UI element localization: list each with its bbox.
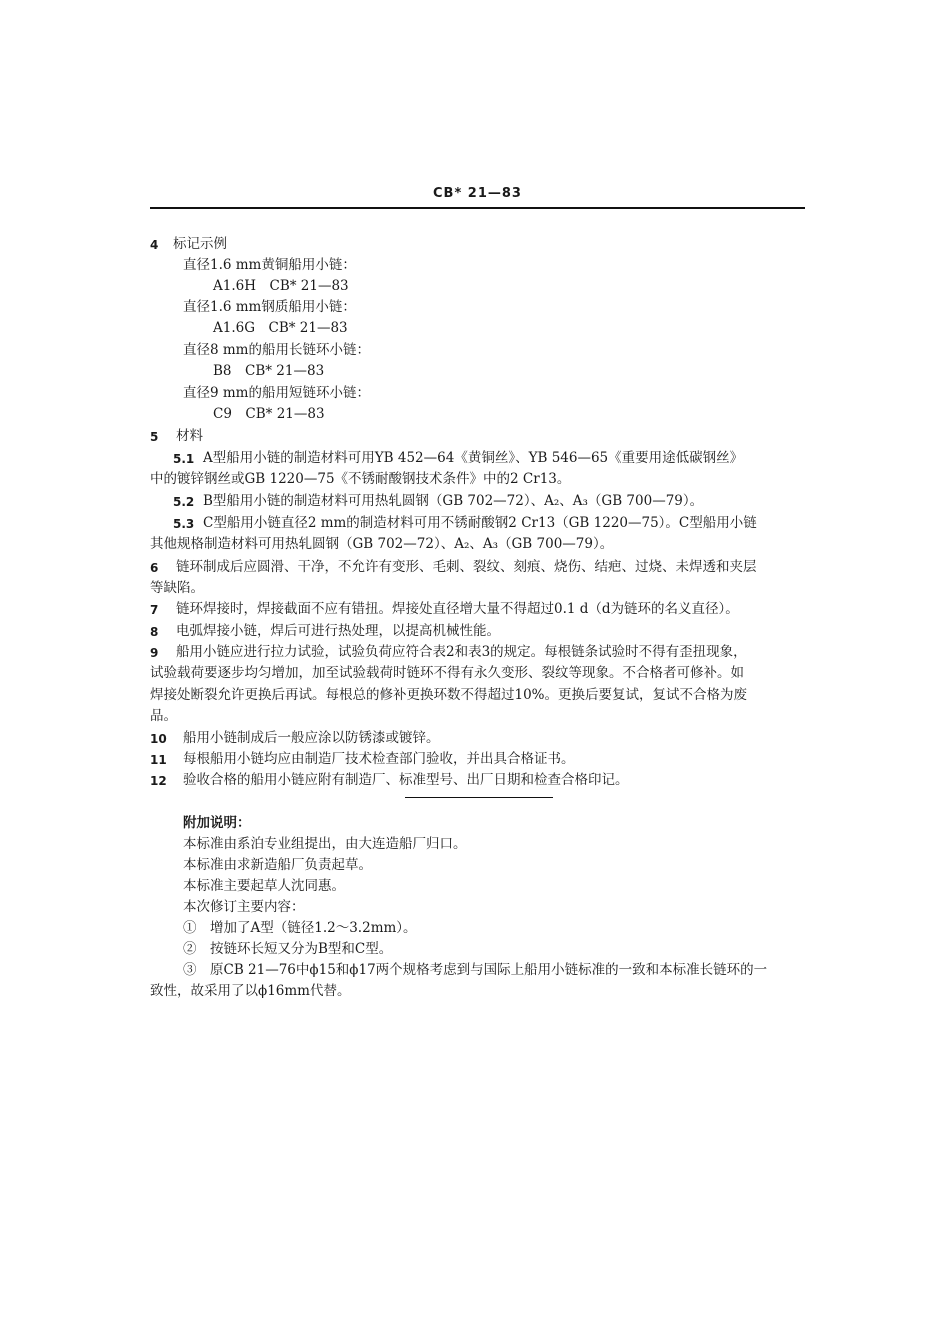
clause-5-3-text: C型船用小链直径2 mm的制造材料可用不锈耐酸钢2 Cr13（GB 1220—75）。C型船用小链 (203, 515, 757, 531)
section-7-text: 链环焊接时，焊接截面不应有错扭。焊接处直径增大量不得超过0.1 d（d为链环的名义直径）。 (176, 601, 739, 617)
notes-line: 本标准由求新造船厂负责起草。 (183, 857, 372, 873)
section-9-text: 船用小链应进行拉力试验，试验负荷应符合表2和表3的规定。每根链条试验时不得有歪扭现象， (176, 644, 747, 660)
example-code: B8 CB* 21—83 (213, 363, 325, 379)
section-12-text: 验收合格的船用小链应附有制造厂、标准型号、出厂日期和检查合格印记。 (183, 772, 629, 788)
section-4-title: 标记示例 (173, 236, 227, 252)
section-6-text: 链环制成后应圆滑、干净，不允许有变形、毛刺、裂纹、刻痕、烧伤、结疤、过烧、未焊透和夹层 (176, 559, 757, 575)
section-4-number: 4 (150, 238, 159, 252)
section-9-text-cont: 试验载荷要逐步均匀增加，加至试验载荷时链环不得有永久变形、裂纹等现象。不合格者可修补。如 (150, 665, 744, 681)
section-9-number: 9 (150, 646, 159, 660)
section-11-number: 11 (150, 753, 167, 767)
notes-line: 本标准由系泊专业组提出，由大连造船厂归口。 (183, 836, 467, 852)
revision-item-3: ③ 原CB 21—76中ϕ15和ϕ17两个规格考虑到与国际上船用小链标准的一致和本标准长链环的一 (183, 962, 768, 978)
clause-5-2-text: B型船用小链的制造材料可用热轧圆钢（GB 702—72）、A₂、A₃（GB 700—79）。 (203, 493, 704, 509)
clause-5-1-text: A型船用小链的制造材料可用YB 452—64《黄铜丝》、YB 546—65《重要用途低碳钢丝》 (203, 450, 744, 466)
clause-5-1-number: 5.1 (173, 452, 195, 466)
section-8-text: 电弧焊接小链，焊后可进行热处理，以提高机械性能。 (176, 623, 500, 639)
header-rule (150, 207, 805, 209)
revision-item-2: ② 按链环长短又分为B型和C型。 (183, 941, 393, 957)
section-9-text-cont: 品。 (150, 708, 177, 724)
notes-separator-rule (405, 797, 553, 798)
example-code: C9 CB* 21—83 (213, 406, 325, 422)
notes-line: 本标准主要起草人沈同惠。 (183, 878, 345, 894)
revision-item-1: ① 增加了A型（链径1.2～3.2mm）。 (183, 920, 417, 936)
clause-5-2-number: 5.2 (173, 495, 195, 509)
example-line: 直径8 mm的船用长链环小链： (183, 342, 370, 358)
section-9-text-cont: 焊接处断裂允许更换后再试。每根总的修补更换环数不得超过10%。更换后要复试，复试不合格为废 (150, 687, 748, 703)
page-header-standard-number: CB* 21—83 (433, 186, 522, 201)
clause-5-3-text-cont: 其他规格制造材料可用热轧圆钢（GB 702—72）、A₂、A₃（GB 700—79）。 (150, 536, 614, 552)
example-line: 直径9 mm的船用短链环小链： (183, 385, 370, 401)
section-6-text-cont: 等缺陷。 (150, 580, 204, 596)
revision-item-3-cont: 致性，故采用了以ϕ16mm代替。 (150, 983, 351, 999)
clause-5-1-text-cont: 中的镀锌钢丝或GB 1220—75《不锈耐酸钢技术条件》中的2 Cr13。 (150, 471, 571, 487)
section-5-number: 5 (150, 430, 159, 444)
section-11-text: 每根船用小链均应由制造厂技术检查部门验收，并出具合格证书。 (183, 751, 575, 767)
section-5-title: 材料 (176, 428, 203, 444)
example-code: A1.6H CB* 21—83 (213, 278, 349, 294)
notes-line: 本次修订主要内容： (183, 899, 305, 915)
section-6-number: 6 (150, 561, 159, 575)
section-7-number: 7 (150, 603, 159, 617)
example-line: 直径1.6 mm钢质船用小链： (183, 299, 356, 315)
section-8-number: 8 (150, 625, 159, 639)
example-code: A1.6G CB* 21—83 (213, 320, 348, 336)
notes-title: 附加说明： (183, 815, 251, 831)
section-12-number: 12 (150, 774, 167, 788)
example-line: 直径1.6 mm黄铜船用小链： (183, 257, 356, 273)
section-10-number: 10 (150, 732, 167, 746)
clause-5-3-number: 5.3 (173, 517, 195, 531)
section-10-text: 船用小链制成后一般应涂以防锈漆或镀锌。 (183, 730, 440, 746)
